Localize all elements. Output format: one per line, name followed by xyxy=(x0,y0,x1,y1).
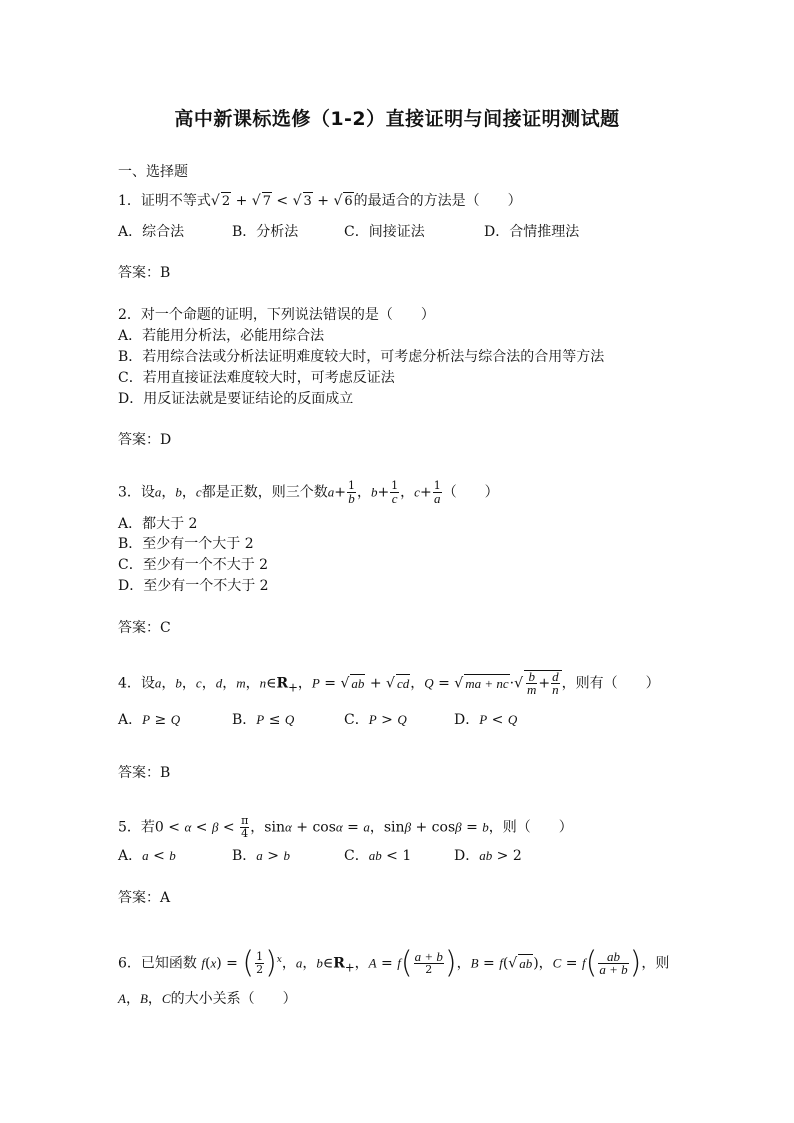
question-5: 5．若0 < α < β < $\frac{\pi}{4}$ ，sinα + cosα = a，sinβ + cosβ = b，则（ ） xyxy=(118,814,573,840)
question-4-options xyxy=(118,711,517,729)
option-d[interactable]: D．P < Q xyxy=(454,712,518,728)
option-d[interactable]: D．合情推理法 xyxy=(484,224,580,240)
option-b[interactable]: B．a > b xyxy=(232,848,290,864)
option-a[interactable]: A．P ≥ Q xyxy=(118,712,181,728)
option-a[interactable]: A．a < b xyxy=(118,848,176,864)
question-1-options xyxy=(118,223,579,241)
option-b[interactable]: B．分析法 xyxy=(232,224,299,240)
option-a[interactable]: A．若能用分析法，必能用综合法 xyxy=(118,328,325,344)
answer-5: 答案：A xyxy=(118,890,171,906)
option-a[interactable]: A．综合法 xyxy=(118,224,185,240)
option-d[interactable]: D．至少有一个不大于 2 xyxy=(118,578,269,594)
question-5-options xyxy=(118,847,522,865)
option-c[interactable]: C．若用直接证法难度较大时，可考虑反证法 xyxy=(118,370,395,386)
answer-3: 答案：C xyxy=(118,620,171,636)
option-b[interactable]: B．至少有一个大于 2 xyxy=(118,536,254,552)
option-b[interactable]: B．若用综合法或分析法证明难度较大时，可考虑分析法与综合法的合用等方法 xyxy=(118,349,605,365)
option-c[interactable]: C．P > Q xyxy=(344,712,407,728)
option-d[interactable]: D．用反证法就是要证结论的反面成立 xyxy=(118,391,354,407)
question-6-line-2: A，B，C的大小关系（ ） xyxy=(118,991,297,1007)
question-6: 6．已知函数 f(x) = ( $\frac{1}{2}$ )$^x$，a，$b\in R_+$，A = f( $\frac{a + b}{2}$ )，B = f(√ ab)，C = f( $\frac{ab}{a + b}$ )，则 xyxy=(118,945,670,981)
option-c[interactable]: C．间接证法 xyxy=(344,224,425,240)
section-heading: 一、选择题 xyxy=(118,164,188,180)
question-1: 1．证明不等式√ 2 + √ 7 < √ 3 + √ 6的最适合的方法是（ ） xyxy=(118,193,522,209)
answer-1: 答案：B xyxy=(118,265,171,281)
page-title: 高中新课标选修（1-2）直接证明与间接证明测试题 xyxy=(174,108,620,130)
option-c[interactable]: C．至少有一个不大于 2 xyxy=(118,557,269,573)
question-3: 3．设a，b，c都是正数，则三个数a+ $\frac{1}{b}$ ，b+ $\frac{1}{c}$ ，c+ $\frac{1}{a}$ （ ） xyxy=(118,479,499,506)
q1-formula: √ 2 + √ 7 < √ 3 + √ 6 xyxy=(210,193,353,209)
option-c[interactable]: C．ab < 1 xyxy=(344,848,412,864)
answer-4: 答案：B xyxy=(118,765,171,781)
option-b[interactable]: B．P ≤ Q xyxy=(232,712,295,728)
option-a[interactable]: A．都大于 2 xyxy=(118,516,198,532)
question-4: 4．设a，b，c，d，m，$n\in R_+$，P = √ ab + √ cd，Q = √ ma + nc·√ $\frac{b}{m}$ + $\frac{d}{n}$ ，则有（ ） xyxy=(118,669,660,697)
answer-2: 答案：D xyxy=(118,432,172,448)
question-2: 2．对一个命题的证明，下列说法错误的是（ ） xyxy=(118,307,435,323)
option-d[interactable]: D．ab > 2 xyxy=(454,848,522,864)
